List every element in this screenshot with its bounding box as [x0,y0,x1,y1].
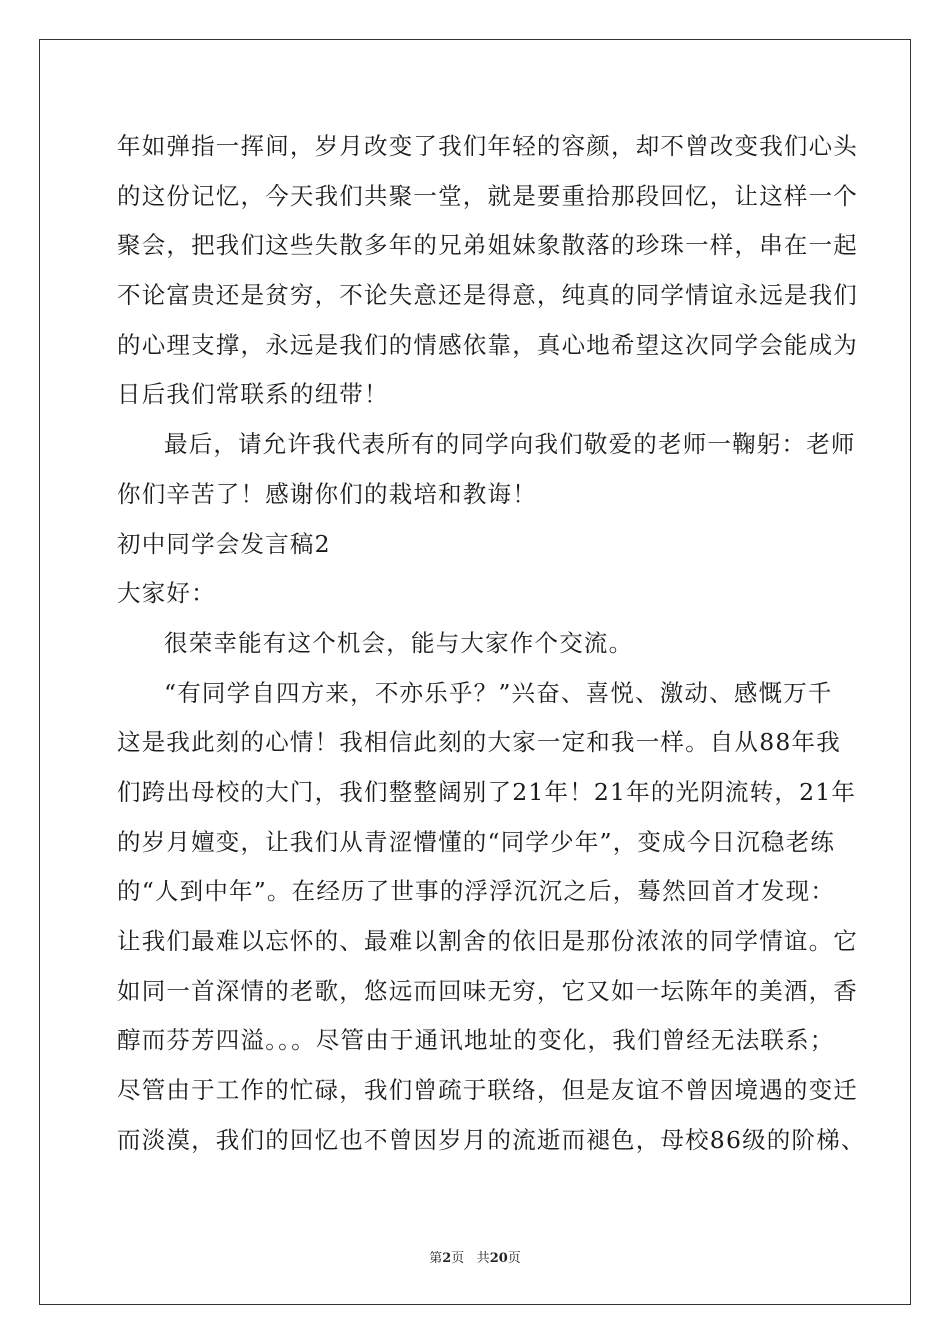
page-number: 2 [442,1251,452,1266]
text-line: 醇而芬芳四溢。。。尽管由于通讯地址的变化，我们曾经无法联系； [117,1026,835,1055]
page-prefix: 第 [429,1251,443,1266]
text-line: 尽管由于工作的忙碌，我们曾疏于联络，但是友谊不曾因境遇的变迁 [117,1076,858,1105]
text-line: 如同一首深情的老歌，悠远而回味无穷，它又如一坛陈年的美酒，香 [117,976,858,1005]
text-line: 最后，请允许我代表所有的同学向我们敬爱的老师一鞠躬：老师 [164,430,856,459]
text-line: 这是我此刻的心情！我相信此刻的大家一定和我一样。自从88年我 [117,728,841,757]
text-line: “有同学自四方来，不亦乐乎？”兴奋、喜悦、激动、感慨万千 [164,678,833,707]
text-line: 很荣幸能有这个机会，能与大家作个交流。 [164,628,634,657]
page-suffix: 页 [451,1251,465,1266]
total-prefix: 共 [476,1251,490,1266]
text-line: 你们辛苦了！感谢你们的栽培和教诲！ [117,479,537,508]
text-line: 聚会，把我们这些失散多年的兄弟姐妹象散落的珍珠一样，串在一起 [117,231,858,260]
total-suffix: 页 [507,1251,521,1266]
text-line: 的岁月嬗变，让我们从青涩懵懂的“同学少年”，变成今日沉稳老练 [117,827,836,856]
text-line: 的这份记忆，今天我们共聚一堂，就是要重拾那段回忆，让这样一个 [117,181,858,210]
total-pages: 20 [489,1251,508,1266]
text-line: 而淡漠，我们的回忆也不曾因岁月的流逝而褪色，母校86级的阶梯、 [117,1125,866,1154]
text-line: 的“人到中年”。在经历了世事的浮浮沉沉之后，蓦然回首才发现： [117,877,836,906]
text-line: 的心理支撑，永远是我们的情感依靠，真心地希望这次同学会能成为 [117,330,858,359]
document-body [117,122,866,1165]
text-line: 让我们最难以忘怀的、最难以割舍的依旧是那份浓浓的同学情谊。它 [117,927,858,955]
section-heading: 初中同学会发言稿2 [117,529,331,558]
text-line: 年如弹指一挥间，岁月改变了我们年轻的容颜，却不曾改变我们心头 [117,132,858,160]
page-footer [0,1247,950,1266]
text-line: 日后我们常联系的纽带！ [117,380,389,409]
text-line: 们跨出母校的大门，我们整整阔别了21年！21年的光阴流转，21年 [117,777,857,806]
text-line: 不论富贵还是贫穷，不论失意还是得意，纯真的同学情谊永远是我们 [117,281,858,310]
greeting: 大家好： [117,579,216,608]
